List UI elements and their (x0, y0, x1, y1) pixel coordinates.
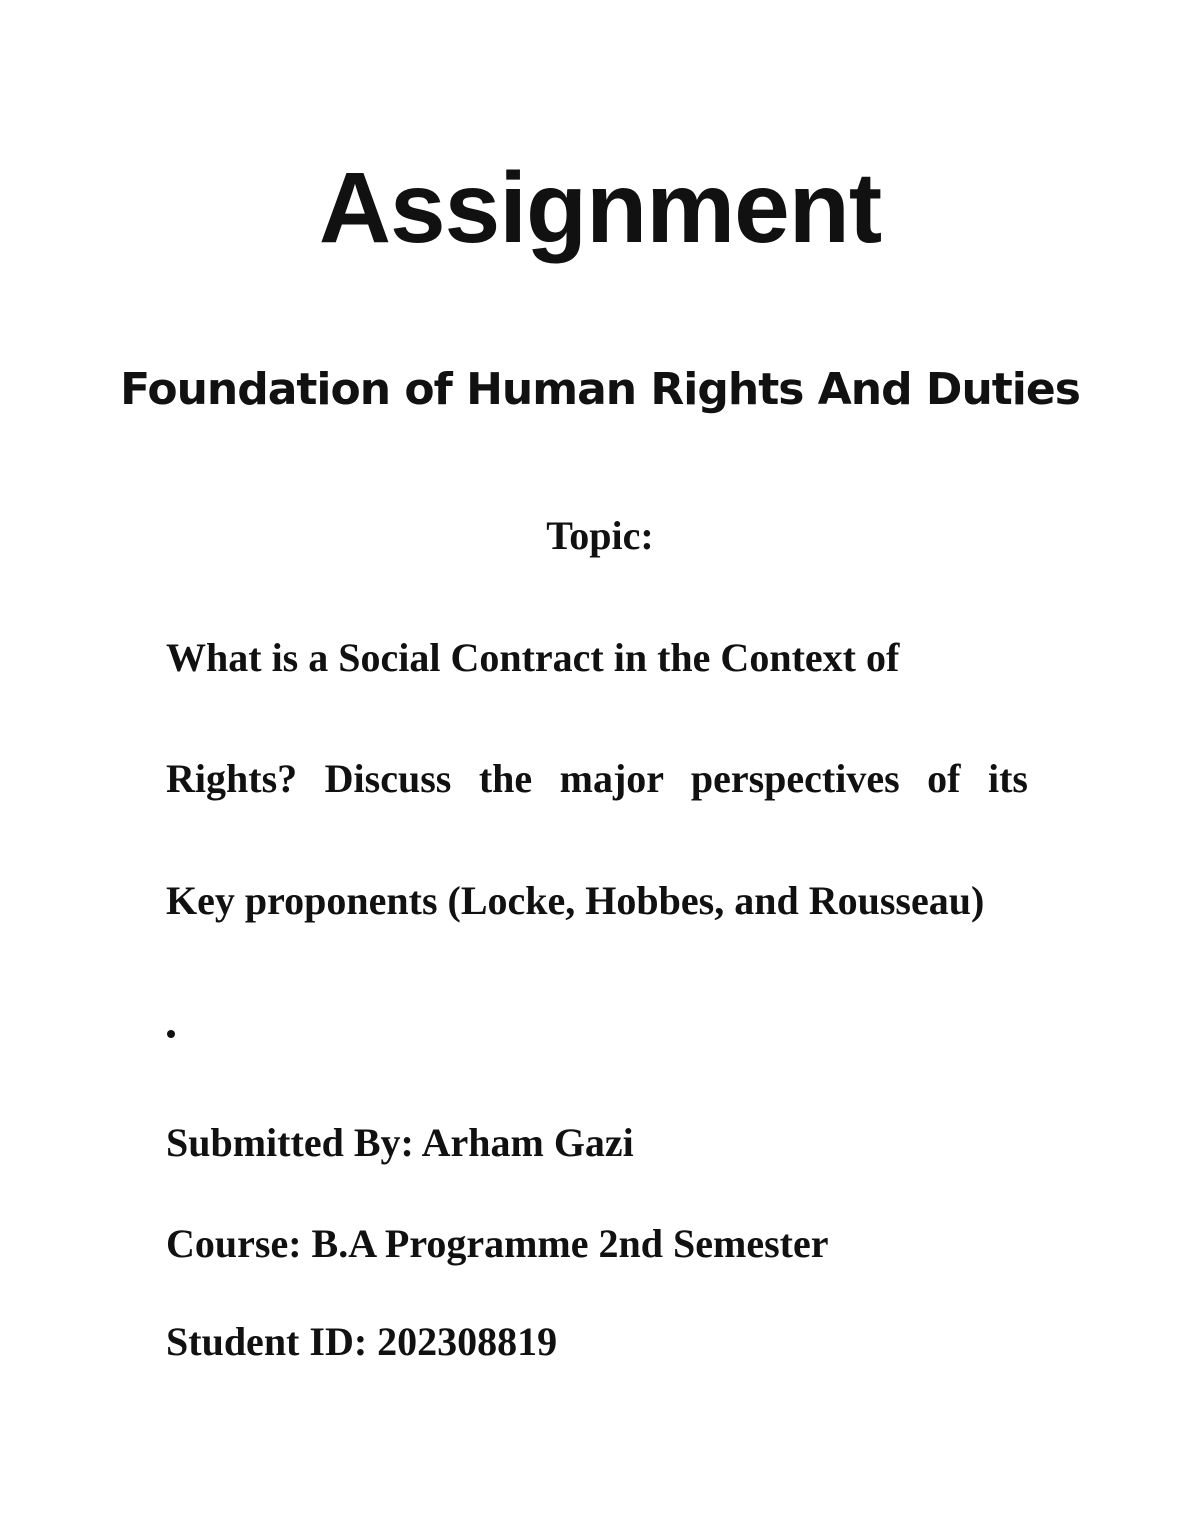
topic-label: Topic: (546, 513, 654, 558)
submitted-by: Submitted By: Arham Gazi (166, 1120, 634, 1165)
subject-heading: Foundation of Human Rights And Duties (120, 364, 1080, 415)
page-title: Assignment (318, 152, 882, 264)
topic-text-line: Rights? Discuss the major perspectives of its (166, 756, 1028, 801)
student-id: Student ID: 202308819 (166, 1319, 558, 1364)
topic-text-line: What is a Social Contract in the Context of (166, 635, 900, 680)
topic-text-line: Key proponents (Locke, Hobbes, and Rousseau) (166, 878, 985, 923)
bullet-dot (167, 1030, 175, 1038)
course-info: Course: B.A Programme 2nd Semester (166, 1221, 829, 1266)
